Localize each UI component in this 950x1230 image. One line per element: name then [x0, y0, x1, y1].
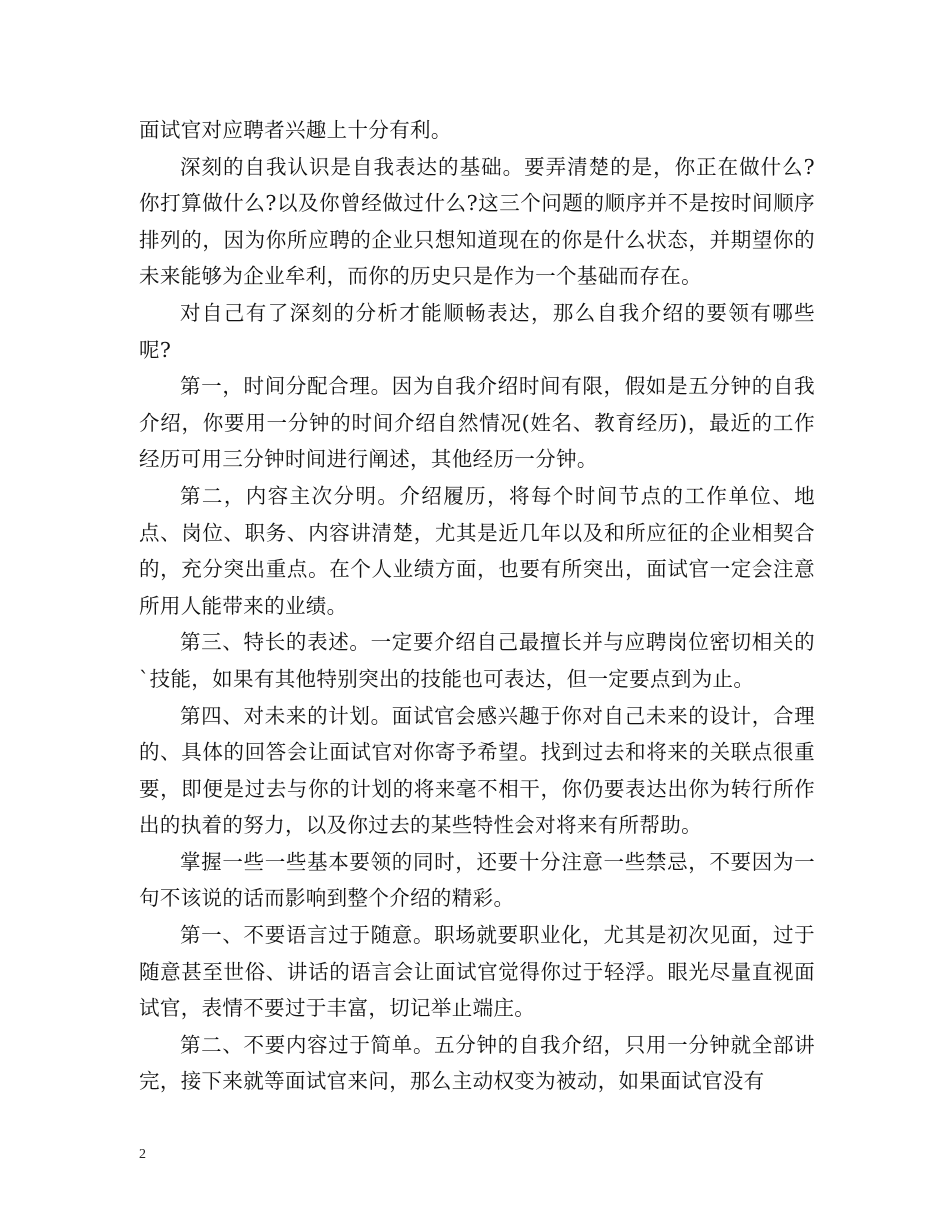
paragraph-4: 第一，时间分配合理。因为自我介绍时间有限，假如是五分钟的自我介绍，你要用一分钟的时间介绍自然情况(姓名、教育经历)，最近的工作经历可用三分钟时间进行阐述，其他经历一分钟。: [139, 374, 815, 472]
paragraph-3: 对自己有了深刻的分析才能顺畅表达，那么自我介绍的要领有哪些呢?: [139, 300, 815, 362]
paragraph-5: 第二，内容主次分明。介绍履历，将每个时间节点的工作单位、地点、岗位、职务、内容讲清楚，尤其是近几年以及和所应征的企业相契合的，充分突出重点。在个人业绩方面，也要有所突出，面试官一定会注意所用人能带来的业绩。: [139, 483, 815, 618]
page-number: 2: [139, 1147, 146, 1162]
paragraph-6: 第三、特长的表述。一定要介绍自己最擅长并与应聘岗位密切相关的`技能，如果有其他特别突出的技能也可表达，但一定要点到为止。: [139, 630, 815, 691]
paragraph-8: 掌握一些一些基本要领的同时，还要十分注意一些禁忌，不要因为一句不该说的话而影响到整个介绍的精彩。: [139, 849, 815, 911]
paragraph-2: 深刻的自我认识是自我表达的基础。要弄清楚的是，你正在做什么?你打算做什么?以及你曾经做过什么?这三个问题的顺序并不是按时间顺序排列的，因为你所应聘的企业只想知道现在的你是什么状态，并期望你的未来能够为企业牟利，而你的历史只是作为一个基础而存在。: [139, 154, 815, 289]
body-text: [139, 112, 815, 1100]
paragraph-10: 第二、不要内容过于简单。五分钟的自我介绍，只用一分钟就全部讲完，接下来就等面试官来问，那么主动权变为被动，如果面试官没有: [139, 1032, 815, 1094]
paragraph-7: 第四、对未来的计划。面试官会感兴趣于你对自己未来的设计，合理的、具体的回答会让面试官对你寄予希望。找到过去和将来的关联点很重要，即便是过去与你的计划的将来毫不相干，你仍要表达出你为转行所作出的执着的努力，以及你过去的某些特性会对将来有所帮助。: [139, 703, 815, 838]
paragraph-9: 第一、不要语言过于随意。职场就要职业化，尤其是初次见面，过于随意甚至世俗、讲话的语言会让面试官觉得你过于轻浮。眼光尽量直视面试官，表情不要过于丰富，切记举止端庄。: [139, 923, 815, 1021]
paragraph-1: 面试官对应聘者兴趣上十分有利。: [139, 118, 452, 142]
